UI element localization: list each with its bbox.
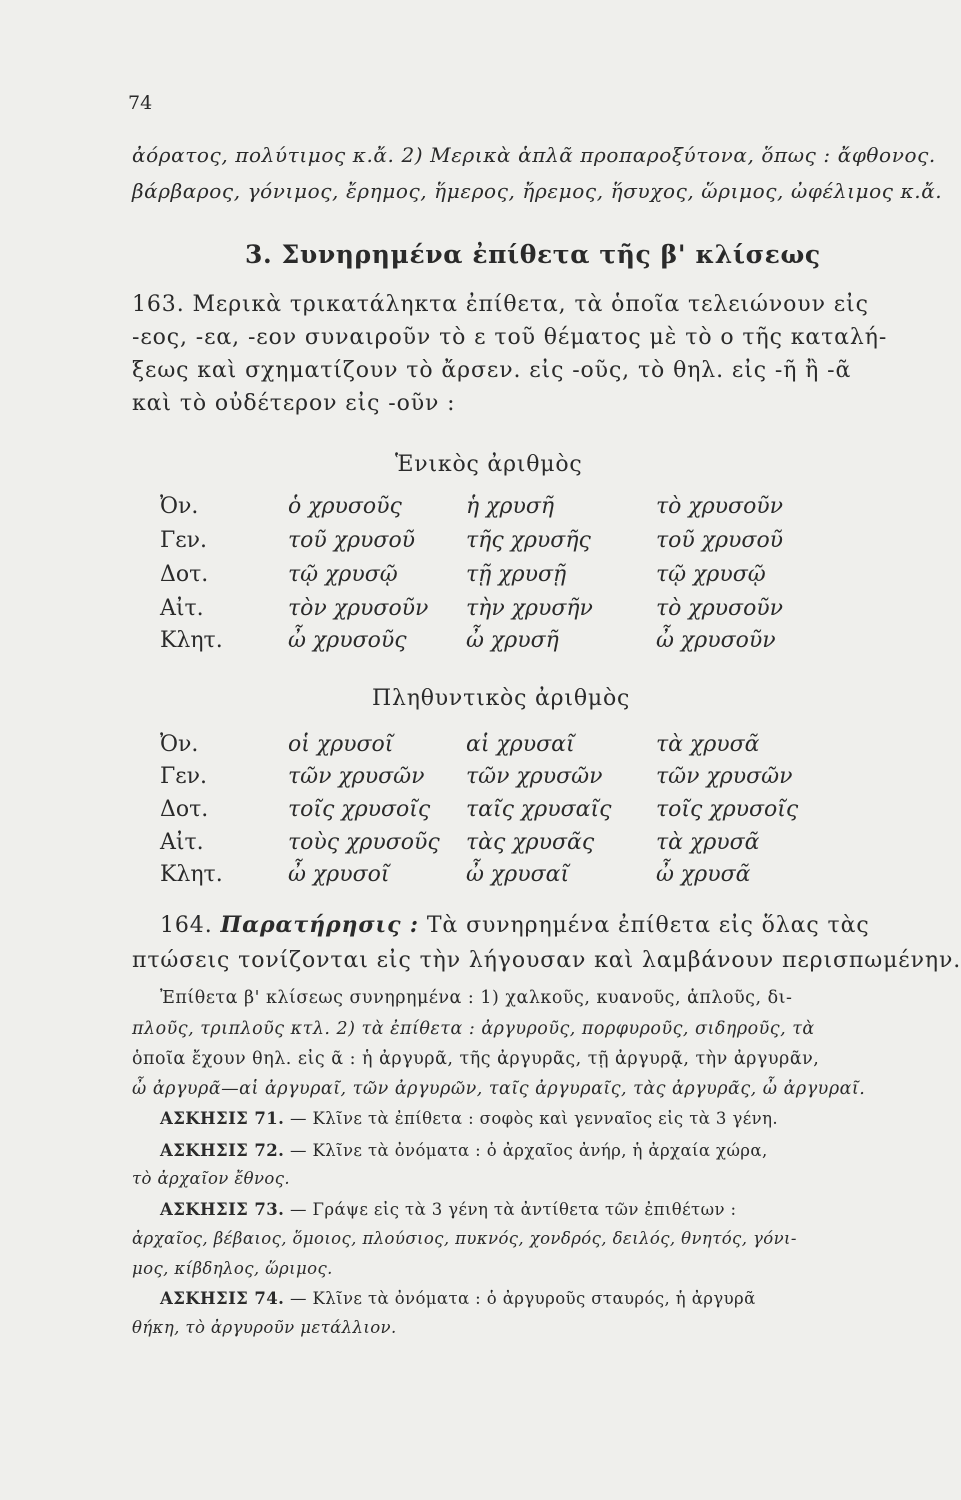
exercise-label: ΑΣΚΗΣΙΣ 71. (160, 1109, 285, 1128)
singular-title: Ἑνικὸς ἀριθμὸς (395, 452, 583, 477)
section-heading: 3. Συνηρημένα ἐπίθετα τῆς β' κλίσεως (245, 240, 821, 269)
exercise-73-cont: ἀρχαῖος, βέβαιος, ὅμοιος, πλούσιος, πυκνός, χονδρός, δειλός, θνητός, γόνι- (132, 1229, 797, 1248)
neuter-form: τῶν χρυσῶν (656, 764, 793, 789)
case-label: Αἰτ. (160, 596, 204, 621)
exercise-text: — Γράψε εἰς τὰ 3 γένη τὰ ἀντίθετα τῶν ἐπιθέτων : (289, 1200, 737, 1219)
masculine-form: τῷ χρυσῷ (288, 562, 398, 587)
feminine-form: τὴν χρυσῆν (466, 596, 593, 621)
feminine-form: τῆς χρυσῆς (466, 528, 591, 553)
exercise-label: ΑΣΚΗΣΙΣ 72. (160, 1141, 285, 1160)
neuter-form: ὦ χρυσοῦν (656, 628, 776, 653)
masculine-form: τοῦ χρυσοῦ (288, 528, 416, 553)
feminine-form: ὦ χρυσαῖ (466, 862, 570, 887)
case-label: Γεν. (160, 764, 208, 789)
neuter-form: τὸ χρυσοῦν (656, 494, 784, 519)
exercise-label: ΑΣΚΗΣΙΣ 73. (160, 1200, 285, 1219)
top-line-1: ἀόρατος, πολύτιμος κ.ἄ. 2) Μερικὰ ἁπλᾶ προπαροξύτονα, ὅπως : ἄφθονος. (132, 143, 936, 167)
feminine-form: τῇ χρυσῇ (466, 562, 567, 587)
feminine-form: αἱ χρυσαῖ (466, 732, 575, 757)
neuter-form: τοῦ χρυσοῦ (656, 528, 784, 553)
case-label: Ὀν. (160, 732, 199, 757)
masculine-form: τῶν χρυσῶν (288, 764, 425, 789)
exercise-74 (160, 1289, 862, 1308)
case-label: Κλητ. (160, 862, 223, 887)
top-line-2: βάρβαρος, γόνιμος, ἔρημος, ἥμερος, ἤρεμος, ἥσυχος, ὥριμος, ὠφέλιμος κ.ἄ. (132, 179, 943, 203)
para-163-line-3: ξεως καὶ σχηματίζουν τὸ ἄρσεν. εἰς -οῦς, τὸ θηλ. εἰς -ῆ ἢ -ᾶ (132, 358, 852, 383)
note-line-4: ὦ ἀργυρᾶ—αἱ ἀργυραῖ, τῶν ἀργυρῶν, ταῖς ἀργυραῖς, τὰς ἀργυρᾶς, ὦ ἀργυραῖ. (132, 1079, 866, 1099)
masculine-form: τοῖς χρυσοῖς (288, 797, 431, 822)
para-164-number: 164. (160, 913, 213, 938)
para-163-line-2: -εος, -εα, -εον συναιροῦν τὸ ε τοῦ θέματος μὲ τὸ ο τῆς καταλή- (132, 325, 888, 350)
para-164-text: Τὰ συνηρημένα ἐπίθετα εἰς ὅλας τὰς (426, 913, 870, 938)
exercise-text: — Κλῖνε τὰ ἐπίθετα : σοφὸς καὶ γενναῖος εἰς τὰ 3 γένη. (289, 1109, 779, 1128)
feminine-form: τῶν χρυσῶν (466, 764, 603, 789)
exercise-72 (160, 1141, 862, 1160)
masculine-form: ὦ χρυσοῦς (288, 628, 407, 653)
case-label: Αἰτ. (160, 830, 204, 855)
feminine-form: ὦ χρυσῆ (466, 628, 559, 653)
exercise-73-cont2: μος, κίβδηλος, ὥριμος. (132, 1259, 333, 1278)
note-line-3: ὁποῖα ἔχουν θηλ. εἰς ᾶ : ἡ ἀργυρᾶ, τῆς ἀργυρᾶς, τῇ ἀργυρᾷ, τὴν ἀργυρᾶν, (132, 1049, 820, 1069)
masculine-form: ὦ χρυσοῖ (288, 862, 390, 887)
exercise-73 (160, 1200, 862, 1219)
para-164-label: Παρατήρησις : (220, 912, 419, 938)
plural-title: Πληθυντικὸς ἀριθμὸς (372, 686, 631, 711)
note-line-2: πλοῦς, τριπλοῦς κτλ. 2) τὰ ἐπίθετα : ἀργυροῦς, πορφυροῦς, σιδηροῦς, τὰ (132, 1019, 815, 1039)
case-label: Ὀν. (160, 494, 199, 519)
para-163-line-4: καὶ τὸ οὐδέτερον εἰς -οῦν : (132, 391, 456, 416)
exercise-text: — Κλῖνε τὰ ὀνόματα : ὁ ἀργυροῦς σταυρός, ἡ ἀργυρᾶ (289, 1289, 756, 1308)
para-164-line-1 (160, 912, 870, 938)
exercise-71 (160, 1109, 862, 1128)
masculine-form: ὁ χρυσοῦς (288, 494, 402, 519)
neuter-form: ὦ χρυσᾶ (656, 862, 751, 887)
neuter-form: τὰ χρυσᾶ (656, 732, 760, 757)
neuter-form: τοῖς χρυσοῖς (656, 797, 799, 822)
neuter-form: τῷ χρυσῷ (656, 562, 766, 587)
exercise-74-cont: θήκη, τὸ ἀργυροῦν μετάλλιον. (132, 1318, 397, 1337)
neuter-form: τὸ χρυσοῦν (656, 596, 784, 621)
feminine-form: ἡ χρυσῆ (466, 494, 555, 519)
exercise-label: ΑΣΚΗΣΙΣ 74. (160, 1289, 285, 1308)
masculine-form: τοὺς χρυσοῦς (288, 830, 440, 855)
case-label: Δοτ. (160, 797, 209, 822)
feminine-form: ταῖς χρυσαῖς (466, 797, 612, 822)
para-164-line-2: πτώσεις τονίζονται εἰς τὴν λήγουσαν καὶ λαμβάνουν περισπωμένην. (132, 948, 961, 973)
exercise-72-cont: τὸ ἀρχαῖον ἔθνος. (132, 1169, 291, 1188)
case-label: Γεν. (160, 528, 208, 553)
case-label: Κλητ. (160, 628, 223, 653)
masculine-form: τὸν χρυσοῦν (288, 596, 429, 621)
neuter-form: τὰ χρυσᾶ (656, 830, 760, 855)
case-label: Δοτ. (160, 562, 209, 587)
feminine-form: τὰς χρυσᾶς (466, 830, 595, 855)
masculine-form: οἱ χρυσοῖ (288, 732, 394, 757)
page-number: 74 (128, 92, 153, 114)
exercise-text: — Κλῖνε τὰ ὀνόματα : ὁ ἀρχαῖος ἀνήρ, ἡ ἀρχαία χώρα, (289, 1141, 768, 1160)
para-163-line-1: 163. Μερικὰ τρικατάληκτα ἐπίθετα, τὰ ὁποῖα τελειώνουν εἰς (132, 292, 869, 317)
note-line-1: Ἐπίθετα β' κλίσεως συνηρημένα : 1) χαλκοῦς, κυανοῦς, ἁπλοῦς, δι- (160, 988, 793, 1008)
